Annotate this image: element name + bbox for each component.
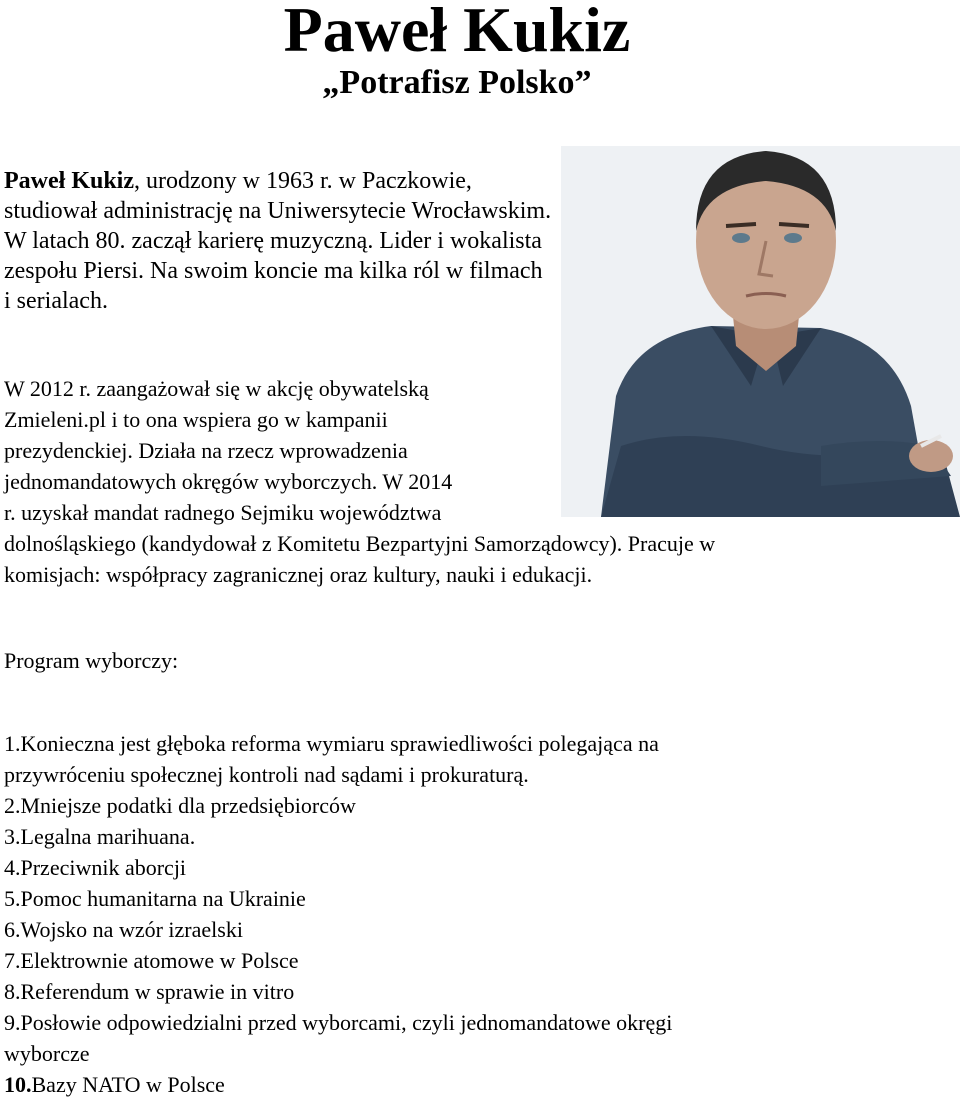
- bio-name: Paweł Kukiz: [4, 168, 134, 194]
- item-number: 8.: [4, 979, 21, 1004]
- program-item-10: [4, 1069, 672, 1100]
- bio-paragraph-1: [4, 166, 552, 316]
- item-number: 3.: [4, 824, 21, 849]
- item-text: Elektrownie atomowe w Polsce: [20, 948, 299, 973]
- page-subtitle: „Potrafisz Polsko”: [322, 64, 592, 101]
- program-item-6: [4, 914, 672, 945]
- item-text: Wojsko na wzór izraelski: [20, 917, 243, 942]
- program-item-7: [4, 945, 672, 976]
- program-item-3: [4, 821, 672, 852]
- program-item-1: [4, 728, 672, 759]
- item-number: 5.: [4, 886, 21, 911]
- item-number: 10.: [4, 1072, 32, 1097]
- item-text: Mniejsze podatki dla przedsiębiorców: [20, 793, 356, 818]
- item-number: 2.: [4, 793, 21, 818]
- bio-line: prezydenckiej. Działa na rzecz wprowadzenia: [4, 438, 408, 463]
- item-number: 7.: [4, 948, 21, 973]
- item-text: Referendum w sprawie in vitro: [20, 979, 295, 1004]
- program-list: [4, 728, 672, 1100]
- item-number: 1.: [4, 731, 21, 756]
- item-number: 4.: [4, 855, 21, 880]
- program-item-9-continuation: wyborcze: [4, 1041, 90, 1066]
- bio-line: komisjach: współpracy zagranicznej oraz kultury, nauki i edukacji.: [4, 562, 593, 587]
- bio-paragraph-2: [4, 373, 715, 590]
- item-text: Legalna marihuana.: [20, 824, 196, 849]
- program-item-2: [4, 790, 672, 821]
- bio-line: Zmieleni.pl i to ona wspiera go w kampanii: [4, 407, 388, 432]
- program-item-1-continuation: przywróceniu społecznej kontroli nad sądami i prokuraturą.: [4, 762, 529, 787]
- bio-line: dolnośląskiego (kandydował z Komitetu Bezpartyjni Samorządowcy). Pracuje w: [4, 531, 716, 556]
- bio-line: W 2012 r. zaangażował się w akcję obywatelską: [4, 376, 429, 401]
- item-number: 9.: [4, 1010, 21, 1035]
- item-text: Bazy NATO w Polsce: [31, 1072, 225, 1097]
- item-text: Konieczna jest głęboka reforma wymiaru sprawiedliwości polegająca na: [20, 731, 659, 756]
- bio-paragraph-1-text: , urodzony w 1963 r. w Paczkowie, studiował administrację na Uniwersytecie Wrocławskim. W latach 80. zaczął karierę muzyczną. Lider i wokalista zespołu Piersi. Na swoim koncie ma kilka ról w filmach i serialach.: [4, 168, 552, 314]
- bio-line: r. uzyskał mandat radnego Sejmiku województwa: [4, 500, 442, 525]
- item-text: Pomoc humanitarna na Ukrainie: [20, 886, 306, 911]
- program-item-9: [4, 1007, 672, 1038]
- bio-line: jednomandatowych okręgów wyborczych. W 2014: [4, 469, 453, 494]
- item-number: 6.: [4, 917, 21, 942]
- program-item-4: [4, 852, 672, 883]
- program-heading: Program wyborczy:: [4, 648, 179, 673]
- item-text: Posłowie odpowiedzialni przed wyborcami, czyli jednomandatowe okręgi: [20, 1010, 673, 1035]
- item-text: Przeciwnik aborcji: [20, 855, 187, 880]
- program-item-8: [4, 976, 672, 1007]
- page-title: Paweł Kukiz: [283, 0, 631, 65]
- program-item-5: [4, 883, 672, 914]
